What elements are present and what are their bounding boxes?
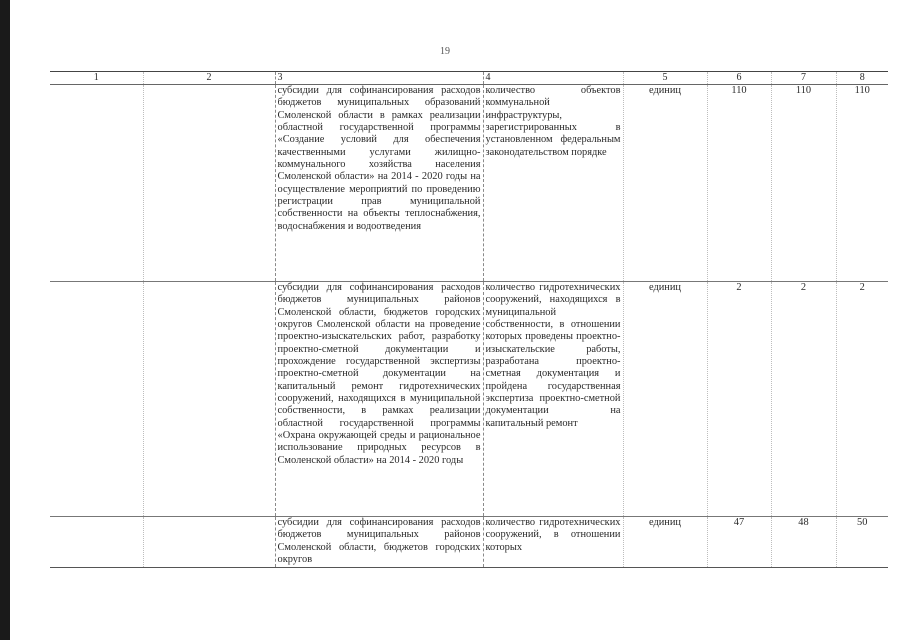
indicator-description: количество гидротехнических сооружений, в отношении которых — [483, 517, 623, 568]
unit-cell: единиц — [623, 282, 707, 517]
header-cell-3: 3 — [275, 72, 483, 85]
scan-page-edge — [0, 0, 10, 640]
table-header-row — [50, 72, 888, 85]
value-cell-6: 2 — [707, 282, 771, 517]
header-cell-7: 7 — [771, 72, 836, 85]
indicator-description: количество объектов коммунальной инфраструктуры, зарегистрированных в установленном федеральным законодательством порядке — [483, 85, 623, 282]
value-cell-7: 48 — [771, 517, 836, 568]
value-cell-7: 2 — [771, 282, 836, 517]
value-cell-6: 110 — [707, 85, 771, 282]
table-row — [50, 282, 888, 517]
header-cell-5: 5 — [623, 72, 707, 85]
row-cell-1 — [50, 282, 143, 517]
subsidy-description: субсидии для софинансирования расходов бюджетов муниципальных образований Смоленской области в рамках реализации областной государственной программы «Создание условий для обеспечения качественными услугами жилищно-коммунального хозяйства населения Смоленской области» на 2014 - 2020 годы на осуществление мероприятий по проведению регистрации прав муниципальной собственности на объекты теплоснабжения, водоснабжения и водоотведения — [275, 85, 483, 282]
page-number: 19 — [440, 46, 450, 57]
header-cell-4: 4 — [483, 72, 623, 85]
value-cell-7: 110 — [771, 85, 836, 282]
header-cell-8: 8 — [836, 72, 888, 85]
header-cell-6: 6 — [707, 72, 771, 85]
indicator-table — [50, 71, 888, 568]
header-cell-1: 1 — [50, 72, 143, 85]
row-cell-2 — [143, 517, 275, 568]
row-cell-1 — [50, 517, 143, 568]
indicator-description: количество гидротехнических сооружений, находящихся в муниципальной собственности, в отношении которых проведены проектно-изыскательские работы, разработана проектно-сметная документация и пройдена государственная экспертиза проектно-сметной документации на капитальный ремонт — [483, 282, 623, 517]
table-row — [50, 85, 888, 282]
value-cell-8: 110 — [836, 85, 888, 282]
value-cell-8: 2 — [836, 282, 888, 517]
unit-cell: единиц — [623, 85, 707, 282]
unit-cell: единиц — [623, 517, 707, 568]
value-cell-8: 50 — [836, 517, 888, 568]
value-cell-6: 47 — [707, 517, 771, 568]
row-cell-1 — [50, 85, 143, 282]
subsidy-description: субсидии для софинансирования расходов бюджетов муниципальных районов Смоленской области, бюджетов городских округов — [275, 517, 483, 568]
row-cell-2 — [143, 85, 275, 282]
row-cell-2 — [143, 282, 275, 517]
subsidy-description: субсидии для софинансирования расходов бюджетов муниципальных районов Смоленской области, бюджетов городских округов Смоленской области на проведение проектно-изыскательских работ, разработку проектно-сметной документации и прохождение государственной экспертизы проектно-сметной документации на капитальный ремонт гидротехнических сооружений, находящихся в муниципальной собственности, в рамках реализации областной государственной программы «Охрана окружающей среды и рациональное использование природных ресурсов в Смоленской области» на 2014 - 2020 годы — [275, 282, 483, 517]
table-row — [50, 517, 888, 568]
header-cell-2: 2 — [143, 72, 275, 85]
